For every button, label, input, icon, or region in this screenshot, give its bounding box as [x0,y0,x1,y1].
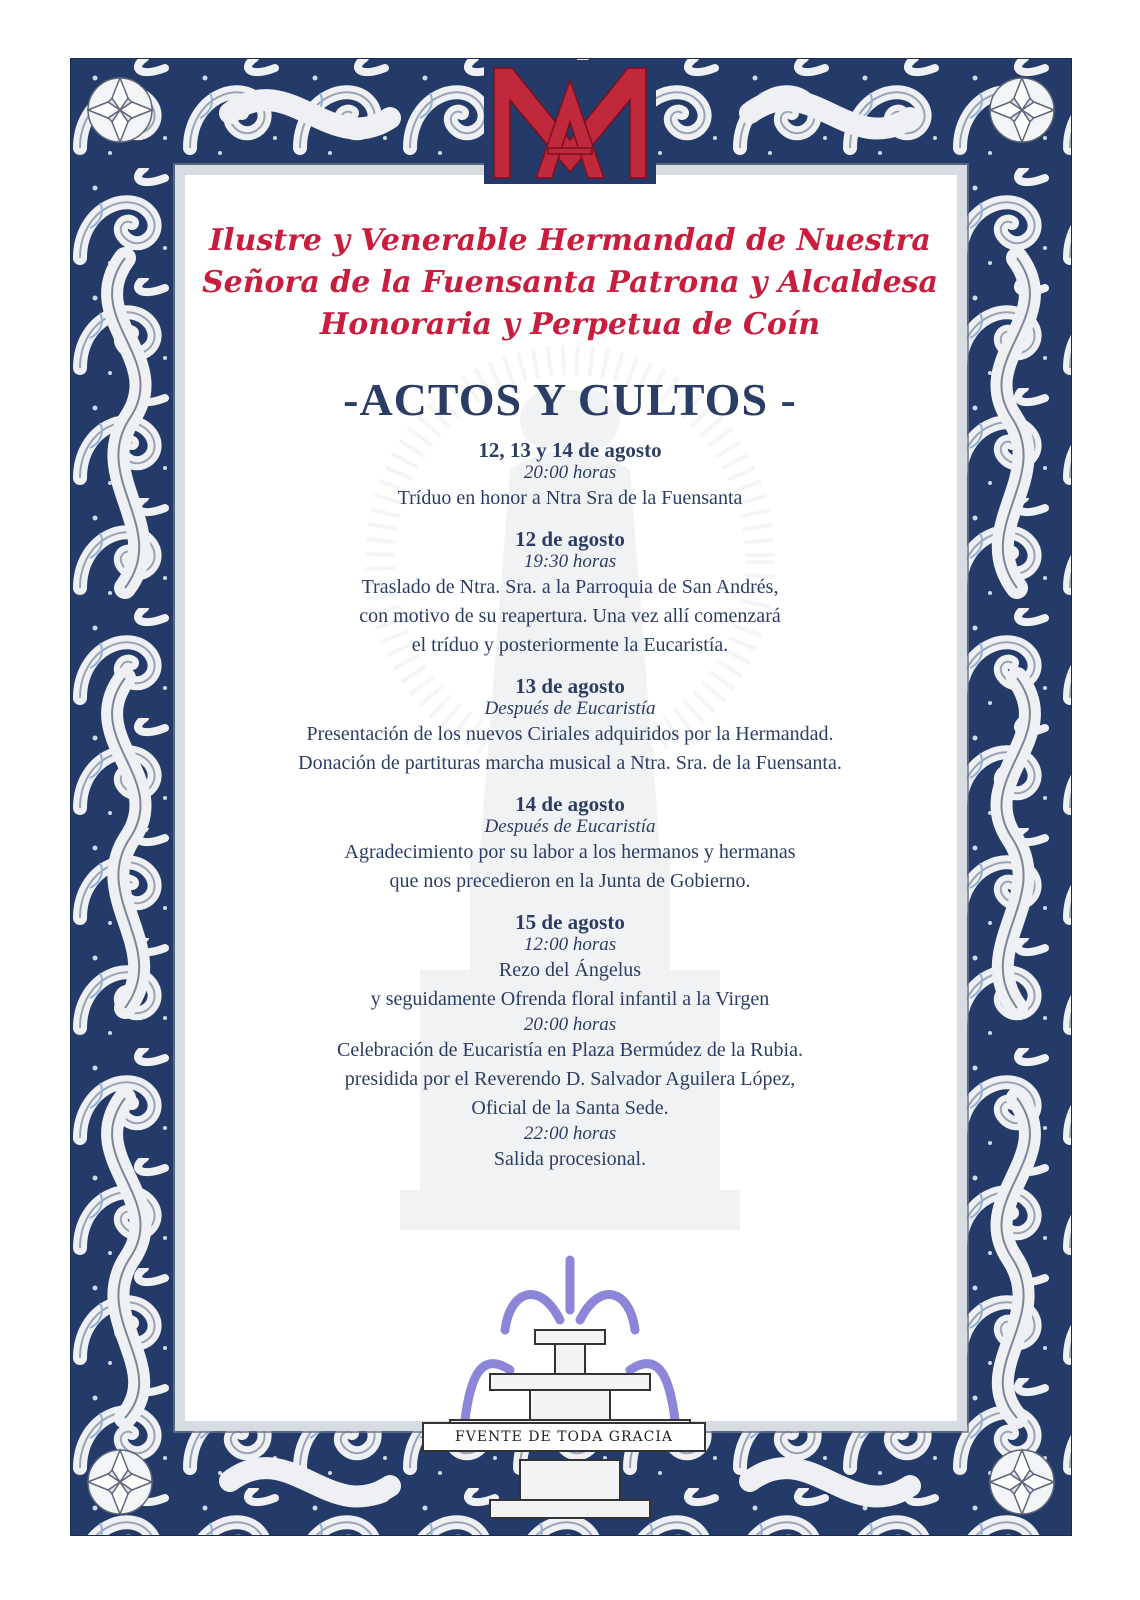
event-date: 14 de agosto [515,792,625,816]
event-item [130,674,1010,778]
event-description: Agradecimiento por su labor a los hermanos y hermanas [344,841,796,863]
event-description: que nos precedieron en la Junta de Gobierno. [389,870,751,892]
page-title: -ACTOS Y CULTOS - [343,374,797,425]
event-date: 12, 13 y 14 de agosto [478,438,662,462]
event-description: Traslado de Ntra. Sra. a la Parroquia de San Andrés, [361,576,779,598]
event-description: Presentación de los nuevos Ciriales adquiridos por la Hermandad. [306,723,834,745]
event-item [130,438,1010,513]
event-time: 12:00 horas [523,934,617,955]
event-time: 19:30 horas [523,551,617,572]
event-description: Oficial de la Santa Sede. [471,1097,669,1119]
marian-monogram-icon [484,60,656,184]
brotherhood-name-line: Ilustre y Venerable Hermandad de Nuestra [209,223,931,258]
event-description: el tríduo y posteriormente la Eucaristía. [411,634,729,656]
event-description: Tríduo en honor a Ntra Sra de la Fuensanta [397,487,743,509]
brotherhood-name-line: Honoraria y Perpetua de Coín [319,307,821,342]
events-list [130,438,1010,1188]
event-description: Donación de partituras marcha musical a Ntra. Sra. de la Fuensanta. [298,752,842,774]
event-item [130,527,1010,660]
event-description: Salida procesional. [493,1148,647,1170]
event-time: Después de Eucaristía [484,816,656,837]
event-date: 13 de agosto [515,674,625,698]
event-time: Después de Eucaristía [484,698,656,719]
event-description: Rezo del Ángelus [498,959,642,981]
event-date: 15 de agosto [515,910,625,934]
fountain-icon [420,1250,720,1520]
event-item [130,910,1010,1174]
brotherhood-name [190,220,950,346]
main-content [190,190,950,1250]
event-description: con motivo de su reapertura. Una vez allí comenzará [359,605,781,627]
event-date: 12 de agosto [515,527,625,551]
event-description: Celebración de Eucaristía en Plaza Bermúdez de la Rubia. [337,1039,803,1061]
brotherhood-name-line: Señora de la Fuensanta Patrona y Alcaldesa [201,265,938,300]
event-time: 20:00 horas [523,1014,617,1035]
event-time: 22:00 horas [523,1123,617,1144]
event-description: presidida por el Reverendo D. Salvador Aguilera López, [344,1068,796,1090]
fountain-label: FVENTE DE TODA GRACIA [422,1422,706,1452]
event-time: 20:00 horas [523,462,617,483]
event-description: y seguidamente Ofrenda floral infantil a la Virgen [370,988,770,1010]
event-item [130,792,1010,896]
